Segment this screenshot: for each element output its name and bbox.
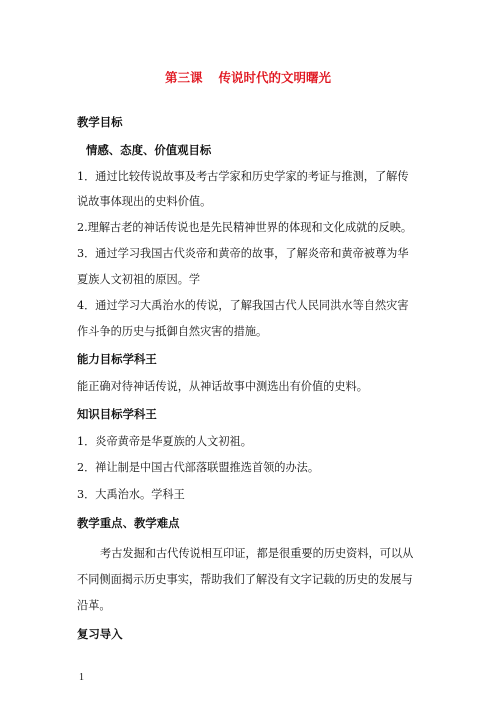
- section-heading-teaching-goals: 教学目标: [77, 115, 123, 129]
- lesson-number: 第三课: [164, 70, 203, 85]
- knowledge-goal-3: 3．大禹治水。学科王: [77, 488, 185, 501]
- subheading-emotion-attitude-values: 情感、态度、价值观目标: [86, 143, 212, 157]
- key-points-line-3: 沿革。: [77, 599, 111, 612]
- section-heading-ability-goals: 能力目标学科王: [77, 352, 157, 366]
- knowledge-goal-1: 1．炎帝黄帝是华夏族的人文初祖。: [77, 435, 252, 448]
- goal-4-line-1: 4．通过学习大禹治水的传说，了解我国古代人民同洪水等自然灾害: [77, 299, 409, 312]
- goal-3-line-2: 夏族人文初祖的原因。学: [77, 273, 201, 286]
- goal-3-line-1: 3．通过学习我国古代炎帝和黄帝的故事，了解炎帝和黄帝被尊为华: [77, 247, 409, 260]
- key-points-line-2: 不同侧面揭示历史事实，帮助我们了解没有文字记载的历史的发展与: [77, 573, 413, 586]
- section-heading-review-intro: 复习导入: [77, 627, 123, 641]
- knowledge-goal-2: 2．禅让制是中国古代部落联盟推选首领的办法。: [77, 461, 320, 474]
- goal-4-line-2: 作斗争的历史与抵御自然灾害的措施。: [77, 325, 268, 338]
- page-number: 1: [79, 672, 84, 683]
- ability-goal-text: 能正确对待神话传说，从神话故事中测选出有价值的史料。: [77, 380, 368, 393]
- goal-1-line-2: 说故事体现出的史料价值。: [77, 195, 212, 208]
- section-heading-knowledge-goals: 知识目标学科王: [77, 407, 157, 421]
- lesson-title: [0, 68, 496, 86]
- goal-1-line-1: 1．通过比较传说故事及考古学家和历史学家的考证与推测，了解传: [77, 170, 409, 183]
- lesson-name: 传说时代的文明曙光: [218, 70, 332, 85]
- goal-2: 2.理解古老的神话传说也是先民精神世界的体现和文化成就的反映。: [77, 221, 413, 234]
- key-points-line-1: 考古发掘和古代传说相互印证，都是很重要的历史资料，可以从: [100, 547, 414, 560]
- section-heading-key-points: 教学重点、教学难点: [77, 516, 180, 530]
